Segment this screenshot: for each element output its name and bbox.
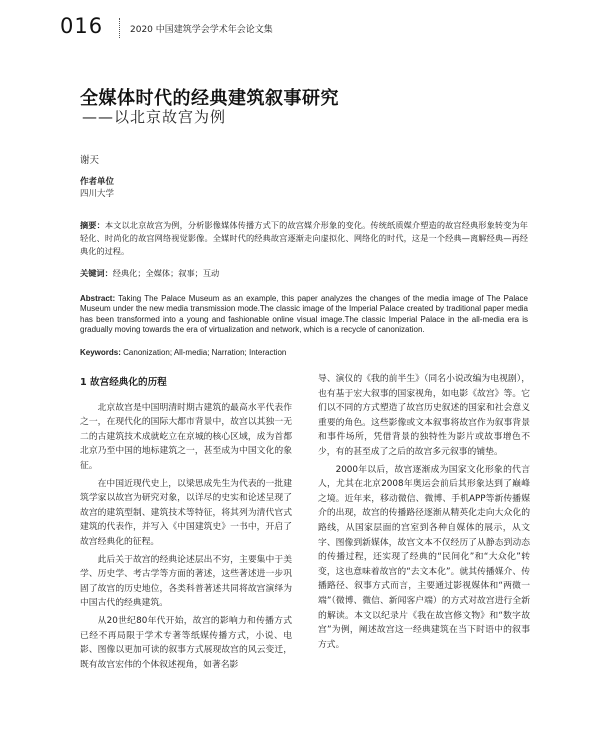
article-subtitle: ——以北京故宫为例 [82, 108, 227, 126]
author-name: 谢天 [80, 155, 100, 166]
body-paragraph: 导、演仪的《我的前半生》（同名小说改编为电视剧），也有基于宏大叙事的国家视角，如电影《故宫》等。它们以不同的方式塑造了故宫历史叙述的国家和社会意义重要的角色。这些影像或文本叙事将故宫作为叙事背景和事件场所，凭借背景的独特性为影片或故事增色不少，有的甚至成了之后的故宫多元叙事的铺垫。 [318, 374, 530, 457]
affiliation-label: 作者单位 [80, 177, 115, 187]
affiliation-value: 四川大学 [80, 189, 115, 199]
keywords-chinese-label: 关键词： [80, 268, 113, 278]
header-divider [119, 18, 121, 38]
keywords-chinese-text: 经典化；全媒体；叙事；互动 [112, 268, 220, 278]
page-header [60, 14, 560, 40]
journal-title: 2020 中国建筑学会学术年会论文集 [130, 25, 273, 35]
abstract-chinese [80, 219, 528, 258]
body-column-right [318, 372, 530, 655]
body-paragraph: 北京故宫是中国明清时期古建筑的最高水平代表作之一，在现代化的国际大都市背景中，故宫以其独一无二的古建筑技术成就屹立在京城的核心区域，成为首都北京乃至中国的地标建筑之一，甚至成为中国文化的象征。 [80, 402, 292, 471]
body-paragraph: 在中国近现代史上，以梁思成先生为代表的一批建筑学家以故宫为研究对象，以详尽的史实和论述呈现了故宫的建筑型制、建筑技术等特征，将其列为清代官式建筑的代表作，并写入《中国建筑史》一书中，开启了故宫经典化的征程。 [80, 478, 292, 547]
keywords-chinese [80, 268, 219, 279]
section-heading: 1 故宫经典化的历程 [80, 377, 167, 388]
article-title: 全媒体时代的经典建筑叙事研究 [80, 88, 339, 109]
body-column-left [80, 372, 292, 675]
keywords-english-label: Keywords: [80, 348, 121, 357]
keywords-english [80, 348, 286, 357]
abstract-chinese-text: 本文以北京故宫为例，分析影像媒体传播方式下的故宫媒介形象的变化。传统纸质媒介塑造的故宫经典形象转变为年轻化、时尚化的故宫网络视觉影像。全媒时代的经典故宫逐渐走向虚拟化、网络化的时代，这是一个经典—离解经典—再经典化的过程。 [80, 220, 528, 256]
abstract-english [80, 294, 528, 336]
abstract-chinese-label: 摘要： [80, 220, 105, 230]
keywords-english-text: Canonization; All-media; Narration; Interaction [123, 348, 287, 357]
body-paragraph: 此后关于故宫的经典论述层出不穷，主要集中于美学、历史学、考古学等方面的著述，这些著述进一步巩固了故宫的历史地位，各类科普著述共同将故宫演绎为中国古代的经典建筑。 [80, 554, 292, 609]
abstract-english-label: Abstract: [80, 294, 116, 303]
body-paragraph: 2000年以后，故宫逐渐成为国家文化形象的代言人，尤其在北京2008年奥运会前后其形象达到了巅峰之境。近年来，移动微信、微博、手机APP等新传播媒介的出现，故宫的传播路径逐渐从精英化走向大众化的路线，从国家层面的宫室到各种自媒体的展示，从文字、图像到新媒体，故宫文本不仅经历了从静态到动态的传播过程，还实现了经典的“民间化”和“大众化”转变，这也意味着故宫的“去文本化”。就其传播媒介、传播路径、叙事方式而言，主要通过影视媒体和“两微一端”（微博、微信、新闻客户端）的方式对故宫进行全新的解读。本文以纪录片《我在故宫修文物》和“数字故宫”为例，阐述故宫这一经典建筑在当下时语中的叙事方式。 [318, 464, 530, 650]
abstract-english-text: Taking The Palace Museum as an example, this paper analyzes the changes of the media image of The Palace Museum under the new media transmission mode.The classic image of the Imperial Palace created by traditional paper media has been transformed into a young and fashionable online visual image.The classic Imperial Palace in the all-media era is gradually moving towards the era of virtualization and network, which is a recycle of canonization. [80, 294, 529, 335]
page-number: 016 [60, 14, 104, 38]
body-paragraph: 从20世纪80年代开始，故宫的影响力和传播方式已经不再局限于学术专著等纸媒传播方式，小说、电影、图像以更加可读的叙事方式展现故宫的风云变迁，既有故宫宏伟的个体叙述视角，如著名影 [80, 615, 292, 670]
